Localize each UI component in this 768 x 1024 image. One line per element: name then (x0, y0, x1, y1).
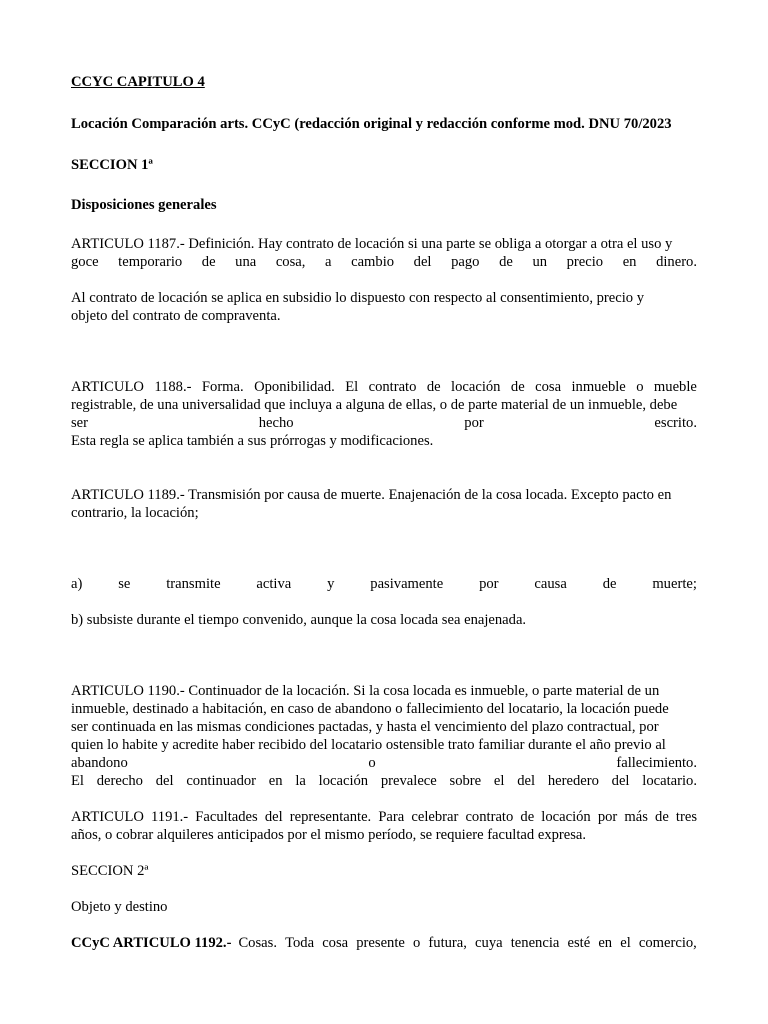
word: derecho (96, 773, 143, 789)
word: causa (534, 576, 567, 592)
word: de (510, 379, 525, 395)
word: dinero. (656, 254, 697, 270)
article-1188-line-3 (71, 414, 697, 432)
word: el (493, 773, 505, 789)
word: a (325, 254, 332, 270)
word: de (201, 254, 216, 270)
word: activa (256, 576, 292, 592)
word: transmite (166, 576, 221, 592)
article-1187-paragraph-2-line-2: objeto del contrato de compraventa. (71, 308, 281, 324)
word: El (71, 773, 84, 789)
word: de (426, 379, 441, 395)
word: temporario (118, 254, 183, 270)
word: contrato (368, 379, 417, 395)
word: comercio, (638, 935, 697, 951)
word: Forma. (201, 379, 244, 395)
word: continuador (186, 773, 257, 789)
word: goce (71, 254, 99, 270)
word: cambio (351, 254, 395, 270)
article-1190-line-6 (71, 772, 697, 790)
word: o (413, 935, 421, 951)
word: sobre (449, 773, 482, 789)
word: ARTICULO (71, 379, 144, 395)
word: tres (675, 809, 697, 825)
article-1190-line-3: ser continuada en las mismas condiciones pactadas, y hasta el vencimiento del plazo contractual, por (71, 719, 659, 735)
word: el (620, 935, 631, 951)
word: un (532, 254, 548, 270)
word: muerte; (652, 576, 697, 592)
word: pago (451, 254, 480, 270)
word: del (517, 773, 536, 789)
word: locación (451, 379, 501, 395)
article-1187-line-1: ARTICULO 1187.- Definición. Hay contrato de locación si una parte se obliga a otorgar a otra el uso y (71, 236, 673, 252)
word: precio (566, 254, 604, 270)
word: cosa (535, 379, 562, 395)
word: locación (318, 773, 369, 789)
word: cuya (475, 935, 503, 951)
word: más (624, 809, 648, 825)
word: escrito. (654, 415, 697, 431)
word: fallecimiento. (616, 755, 697, 771)
word: una (235, 254, 257, 270)
word: del (611, 773, 630, 789)
article-1190-line-5 (71, 754, 697, 772)
word: 1191.- (151, 809, 189, 825)
word: cosa (322, 935, 349, 951)
word: tenencia (510, 935, 560, 951)
word: presente (356, 935, 405, 951)
word: pasivamente (370, 576, 444, 592)
word: celebrar (411, 809, 459, 825)
word: locación (541, 809, 591, 825)
chapter-heading: CCYC CAPITULO 4 (71, 74, 205, 90)
word: de (499, 254, 513, 270)
article-1189-item-b: b) subsiste durante el tiempo convenido, aunque la cosa locada sea enajenada. (71, 612, 527, 628)
word: prevalece (380, 773, 437, 789)
word: ARTICULO (71, 809, 144, 825)
article-1189-line-2: contrario, la locación; (71, 505, 199, 521)
word: mueble (653, 379, 697, 395)
word: Toda (285, 935, 315, 951)
word: del (264, 809, 283, 825)
document-subtitle: Locación Comparación arts. CCyC (redacción original y redacción conforme mod. DNU 70/2023 (71, 116, 672, 132)
word: cosa, (275, 254, 306, 270)
article-1190-line-1: ARTICULO 1190.- Continuador de la locación. Si la cosa locada es inmueble, o parte material de un (71, 683, 660, 699)
word: futura, (428, 935, 467, 951)
section-2-heading: SECCION 2ª (71, 863, 149, 879)
word: 1188.- (154, 379, 192, 395)
section-1-title: Disposiciones generales (71, 197, 217, 213)
word: a) (71, 576, 83, 592)
word: Para (378, 809, 405, 825)
word: en (622, 254, 637, 270)
section-1-heading: SECCION 1ª (71, 157, 153, 173)
word: inmueble (571, 379, 626, 395)
article-1191-line-1 (71, 808, 697, 826)
article-1188-line-2: registrable, de una universalidad que incluya a alguna de ellas, o de parte material de un inmueble, debe (71, 397, 678, 413)
word: Oponibilidad. (254, 379, 335, 395)
word: Facultades (195, 809, 258, 825)
article-1187-paragraph-2-line-1: Al contrato de locación se aplica en subsidio lo dispuesto con respecto al consentimiento, precio y (71, 290, 645, 306)
word: por (479, 576, 499, 592)
article-1188-line-4: Esta regla se aplica también a sus prórrogas y modificaciones. (71, 433, 434, 449)
word: heredero (547, 773, 599, 789)
word: hecho (258, 415, 294, 431)
word: representante. (289, 809, 372, 825)
word: o (368, 755, 376, 771)
word: por (464, 415, 484, 431)
word: por (597, 809, 618, 825)
section-2-title: Objeto y destino (71, 899, 168, 915)
article-1191-line-2: años, o cobrar alquileres anticipados por el mismo período, se requiere facultad expresa. (71, 827, 587, 843)
article-1188-line-1 (71, 378, 697, 396)
article-1187-line-2 (71, 253, 697, 271)
word: de (520, 809, 535, 825)
word: de (655, 809, 669, 825)
word: de (602, 576, 617, 592)
word: contrato (465, 809, 514, 825)
article-1190-line-4: quien lo habite y acredite haber recibido del locatario ostensible trato familiar durante el año previo al (71, 737, 666, 753)
word: y (327, 576, 335, 592)
word: en (268, 773, 283, 789)
article-1192-number: CCyC ARTICULO 1192.- (71, 935, 232, 951)
word: abandono (71, 755, 128, 771)
word: locatario. (642, 773, 697, 789)
word: ser (71, 415, 89, 431)
article-1190-line-2: inmueble, destinado a habitación, en caso de abandono o fallecimiento del locatario, la locación puede (71, 701, 669, 717)
article-1192-text (238, 934, 697, 952)
word: Cosas. (238, 935, 277, 951)
word: El (345, 379, 359, 395)
word: la (295, 773, 306, 789)
word: se (118, 576, 131, 592)
word: del (155, 773, 174, 789)
article-1192-line-1 (71, 934, 697, 952)
word: esté (567, 935, 591, 951)
article-1189-item-a (71, 575, 697, 593)
word: o (636, 379, 644, 395)
word: en (598, 935, 613, 951)
word: del (413, 254, 432, 270)
article-1189-line-1: ARTICULO 1189.- Transmisión por causa de muerte. Enajenación de la cosa locada. Excepto pacto en (71, 487, 672, 503)
